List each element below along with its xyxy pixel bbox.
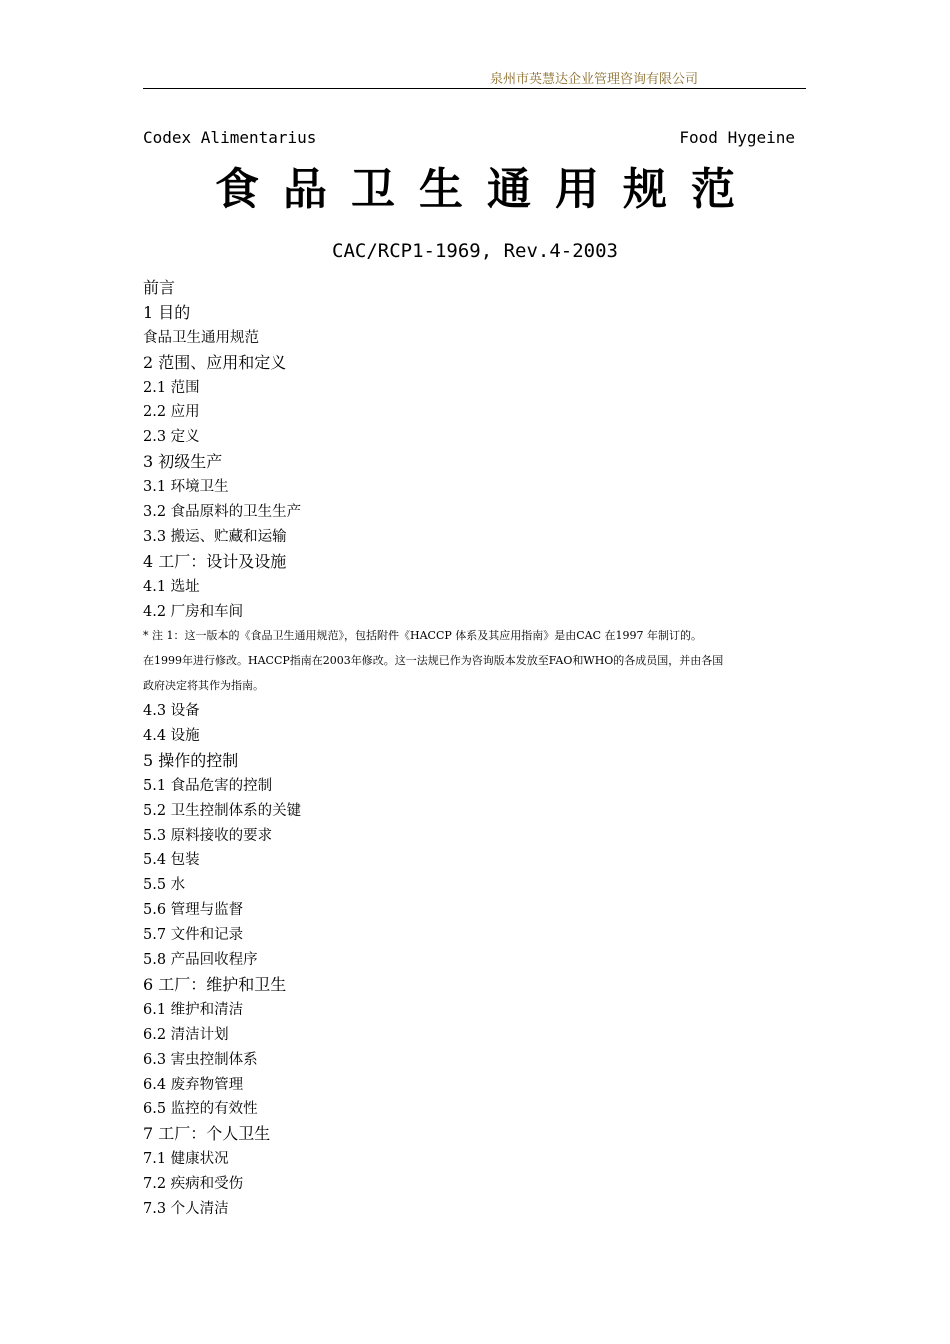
toc-section-a xyxy=(143,276,803,624)
toc-item: 2 范围、应用和定义 xyxy=(143,352,287,372)
toc-item: 5.7 文件和记录 xyxy=(143,927,244,944)
toc-item: 4.1 选址 xyxy=(143,578,200,595)
toc-item: 6.1 维护和清洁 xyxy=(143,1001,244,1018)
toc-item: 3.2 食品原料的卫生生产 xyxy=(143,504,302,521)
company-name: 泉州市英慧达企业管理咨询有限公司 xyxy=(489,72,698,87)
toc-item: 5.3 原料接收的要求 xyxy=(143,827,273,844)
toc-item: 6 工厂：维护和卫生 xyxy=(143,974,287,994)
toc-item: 5 操作的控制 xyxy=(143,750,239,770)
toc-item: 4 工厂：设计及设施 xyxy=(143,551,287,571)
document-title: 食品卫生通用规范 xyxy=(215,164,759,215)
toc-item: 5.4 包装 xyxy=(143,852,200,869)
toc-item: 1 目的 xyxy=(143,302,191,322)
toc-item: 6.2 清洁计划 xyxy=(143,1026,229,1043)
footnote-line: 在1999年进行修改。HACCP指南在2003年修改。这一法规已作为咨询版本发放至FAO和WHO的各成员国，并由各国 xyxy=(143,654,724,668)
table-of-contents xyxy=(143,276,803,1222)
toc-item: 4.4 设施 xyxy=(143,728,200,745)
footnote-line: 政府决定将其作为指南。 xyxy=(143,679,264,693)
toc-section-b xyxy=(143,699,803,1222)
codex-row xyxy=(143,128,795,150)
toc-item: 6.5 监控的有效性 xyxy=(143,1101,258,1118)
footnote xyxy=(143,624,803,699)
toc-item: 2.3 定义 xyxy=(143,429,200,446)
toc-item: 6.4 废弃物管理 xyxy=(143,1076,244,1093)
toc-item: 3 初级生产 xyxy=(143,452,223,472)
document-code: CAC/RCP1-1969, Rev.4-2003 xyxy=(332,240,618,262)
toc-item: 食品卫生通用规范 xyxy=(143,329,259,346)
footnote-line: * 注 1：这一版本的《食品卫生通用规范》，包括附件《HACCP 体系及其应用指南》是由CAC 在1997 年制订的。 xyxy=(143,629,703,643)
toc-item: 7.1 健康状况 xyxy=(143,1151,229,1168)
toc-item: 6.3 害虫控制体系 xyxy=(143,1051,258,1068)
toc-item: 7.2 疾病和受伤 xyxy=(143,1176,244,1193)
toc-item: 2.2 应用 xyxy=(143,404,200,421)
toc-item: 7.3 个人清洁 xyxy=(143,1200,229,1217)
toc-item: 5.5 水 xyxy=(143,877,186,894)
page-header xyxy=(143,66,806,89)
toc-item: 5.1 食品危害的控制 xyxy=(143,777,273,794)
toc-item: 4.3 设备 xyxy=(143,703,200,720)
toc-item: 3.3 搬运、贮藏和运输 xyxy=(143,528,287,545)
toc-item: 7 工厂：个人卫生 xyxy=(143,1124,271,1144)
toc-item: 5.2 卫生控制体系的关键 xyxy=(143,802,302,819)
toc-item: 3.1 环境卫生 xyxy=(143,479,229,496)
toc-item: 5.6 管理与监督 xyxy=(143,902,244,919)
toc-item: 5.8 产品回收程序 xyxy=(143,952,258,969)
toc-item: 前言 xyxy=(143,278,176,297)
toc-item: 4.2 厂房和车间 xyxy=(143,603,244,620)
codex-label: Codex Alimentarius xyxy=(143,128,317,147)
food-hygiene-label: Food Hygeine xyxy=(679,128,795,147)
toc-item: 2.1 范围 xyxy=(143,379,200,396)
